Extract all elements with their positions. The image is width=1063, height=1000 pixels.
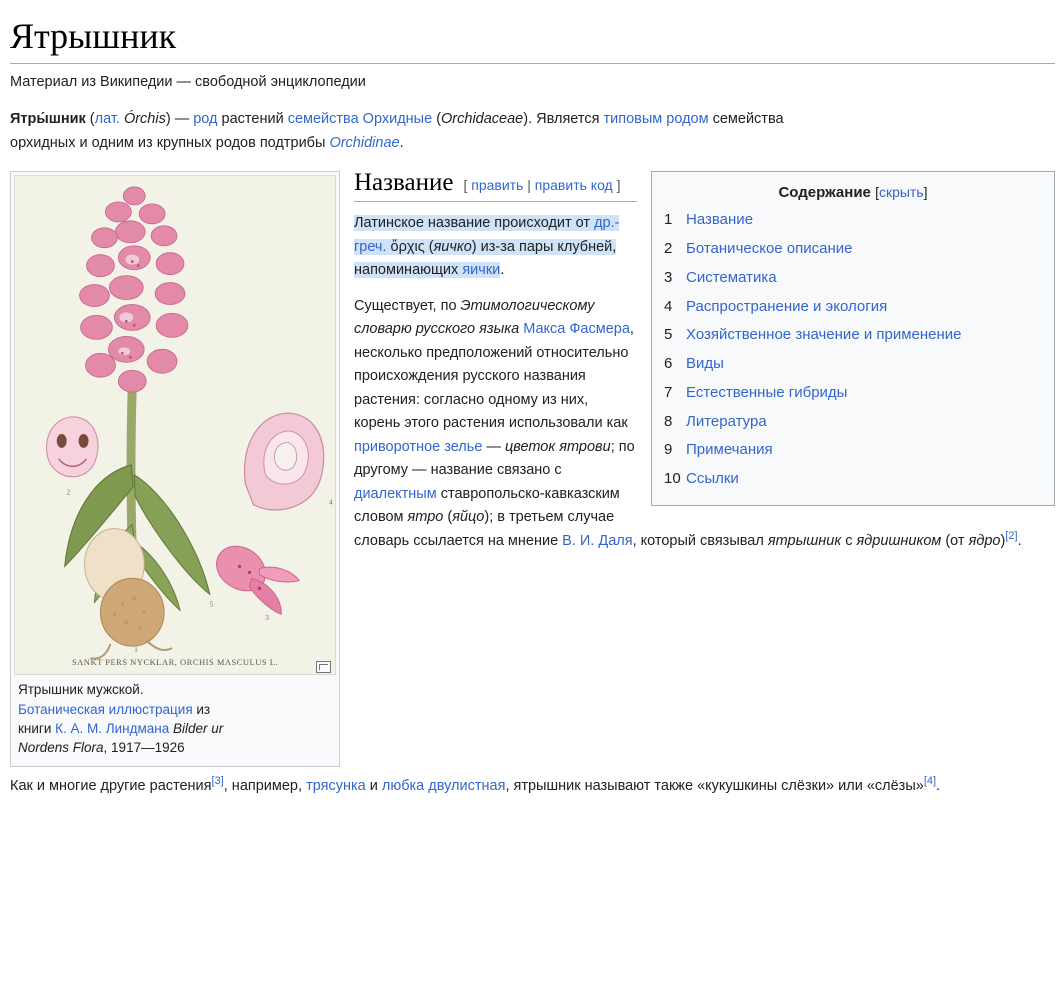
link-testicles[interactable]: яички — [462, 262, 501, 279]
toc-number: 7 — [664, 383, 673, 401]
reference-4[interactable] — [924, 775, 936, 787]
lead-text-d: ( — [432, 111, 442, 128]
lead-paragraph — [10, 108, 1055, 155]
p2-text-g: ); в третьем случае словарь ссылается на мнение — [354, 509, 615, 549]
p1-text-b: ὄρχις ( — [386, 238, 434, 255]
p2-text-j: (от — [941, 532, 969, 549]
toc-title: Содержание — [778, 184, 871, 202]
reference-4-link[interactable]: [4] — [923, 775, 937, 788]
toc-number: 8 — [664, 412, 673, 430]
toc-item[interactable] — [664, 355, 1042, 374]
magnify-icon[interactable] — [316, 661, 331, 672]
p2-text-e: ставропольско-кавказским словом — [354, 485, 620, 526]
svg-text:3: 3 — [265, 614, 269, 623]
page-title: Ятрышник — [10, 16, 1055, 64]
p1-italic-yaichko: яичко — [433, 238, 472, 255]
plate-caption-text: SANKT PERS NYCKLAR, ORCHIS MASCULUS L. — [71, 657, 279, 668]
site-subtitle: Материал из Википедии — свободной энциклопедии — [10, 74, 366, 91]
p2-text-f: ( — [443, 509, 453, 526]
image-caption — [14, 675, 336, 763]
toc-number: 6 — [664, 355, 673, 373]
link-family-orchidaceae[interactable]: семейства Орхидные — [287, 111, 433, 128]
p2-text-h: , который связывал — [632, 532, 768, 549]
lead-text-end: . — [399, 134, 404, 151]
p3-text-a: Как и многие другие растения — [10, 777, 212, 794]
caption-book-pre: книги — [18, 720, 56, 736]
lead-bold-name: Ятры́шник — [10, 111, 86, 128]
p3-text-c: и — [365, 777, 382, 794]
toc-item[interactable] — [664, 326, 1042, 345]
link-vasmer[interactable]: Макса Фасмера — [523, 321, 630, 338]
caption-mid: из — [192, 701, 211, 717]
link-love-potion[interactable]: приворотное зелье — [354, 438, 483, 455]
svg-text:5: 5 — [209, 600, 214, 609]
toc-toggle-link[interactable]: скрыть — [878, 184, 924, 201]
toc-item[interactable] — [664, 413, 1042, 432]
lead-text-b: ) — — [165, 111, 194, 128]
p1-text-c: ) из-за пары клубней, напоминающих — [354, 238, 617, 279]
svg-text:2: 2 — [66, 489, 71, 498]
p2-text-l: . — [1017, 532, 1022, 549]
lead-text-g: орхидных и одним из крупных родов подтрибы — [10, 134, 330, 151]
section-title: Название — [354, 169, 454, 197]
edit-separator: | — [523, 177, 535, 194]
caption-book-title: Bilder ur — [169, 720, 224, 736]
botanical-illustration-image[interactable] — [14, 175, 336, 675]
toc-list — [664, 211, 1042, 489]
p2-italic-yadrishnik: ядришником — [856, 532, 942, 549]
p2-text-c: — — [482, 438, 505, 455]
edit-bracket-close: ] — [612, 177, 621, 194]
family-latin-name: Orchidaceae — [441, 111, 524, 128]
p3-text-d: , ятрышник называют также «кукушкины слёзки» или «слёзы» — [505, 777, 924, 794]
lead-text-e: ). Является — [523, 111, 604, 128]
table-of-contents — [651, 171, 1055, 506]
edit-source-link[interactable]: править код — [534, 177, 613, 194]
toc-item[interactable] — [664, 269, 1042, 288]
caption-years: , 1917—1926 — [103, 739, 185, 755]
link-subtribe-orchidinae[interactable]: Orchidinae — [329, 134, 400, 151]
image-thumbnail[interactable] — [10, 171, 340, 767]
toc-item[interactable] — [664, 470, 1042, 489]
toc-bracket-open: [ — [875, 184, 879, 201]
toc-item[interactable] — [664, 298, 1042, 317]
p2-italic-yadro: ядро — [968, 532, 1001, 549]
toc-number: 3 — [664, 268, 673, 286]
link-dialect[interactable]: диалектным — [354, 485, 437, 502]
p2-text-d: ; по другому — название связано с — [354, 438, 635, 479]
toc-link-estestvennye-gibridy[interactable]: Естественные гибриды — [686, 383, 848, 401]
link-type-genus[interactable]: типовым родом — [603, 111, 709, 128]
link-lyubka[interactable]: любка двулистная — [381, 777, 506, 794]
toc-title-row — [664, 184, 1042, 201]
reference-2-link[interactable]: [2] — [1005, 529, 1018, 542]
toc-number: 5 — [664, 326, 673, 344]
link-lindman[interactable]: К. А. М. Линдмана — [55, 720, 170, 736]
section-heading-nazvanie — [354, 169, 637, 202]
caption-line1: Ятрышник мужской. — [18, 682, 144, 698]
toc-number: 10 — [664, 470, 681, 488]
toc-link-primechaniya[interactable]: Примечания — [686, 441, 773, 459]
toc-bracket-close: ] — [923, 184, 928, 201]
toc-link-hozyaystvennoe-znachenie[interactable]: Хозяйственное значение и применение — [686, 326, 962, 344]
latin-genus-name: Órchis — [119, 111, 166, 128]
p3-text-b: , например, — [223, 777, 307, 794]
edit-link[interactable]: править — [471, 177, 524, 194]
toc-link-ssylki[interactable]: Ссылки — [686, 470, 739, 488]
toc-item[interactable] — [664, 441, 1042, 460]
p2-text-a: Существует, по — [354, 297, 461, 314]
reference-3[interactable] — [212, 775, 224, 787]
toc-number: 4 — [664, 297, 673, 315]
p2-italic-flower: цветок ятрови — [504, 438, 611, 455]
caption-book-title-2: Nordens Flora — [18, 739, 104, 755]
p3-text-e: . — [936, 777, 941, 794]
toc-number: 9 — [664, 441, 673, 459]
svg-text:1: 1 — [134, 646, 138, 655]
link-ancient-greek[interactable]: др.-греч. — [354, 215, 620, 255]
p2-text-i: с — [841, 532, 857, 549]
toc-link-literatura[interactable]: Литература — [686, 412, 767, 430]
toc-link-rasprostranenie[interactable]: Распространение и экология — [686, 297, 888, 315]
p2-italic-yatro: ятро — [407, 509, 444, 526]
link-latin[interactable]: лат. — [94, 111, 120, 128]
toc-number: 1 — [664, 211, 673, 229]
link-tryasunka[interactable]: трясунка — [306, 777, 366, 794]
p2-text-b: , несколько предположений относительно происхождения русского названия растения: согласно одному из них, корень этого растения использовали как — [354, 321, 634, 432]
toc-link-sistematika[interactable]: Систематика — [686, 268, 777, 286]
toc-item[interactable] — [664, 384, 1042, 403]
toc-link-vidy[interactable]: Виды — [686, 355, 724, 373]
orchid-illustration-drawing — [15, 176, 335, 674]
edit-section-links — [463, 177, 620, 193]
lead-text-c: растений — [217, 111, 288, 128]
reference-3-link[interactable]: [3] — [211, 775, 224, 788]
lead-text-a: ( — [85, 111, 95, 128]
edit-bracket-open: [ — [463, 177, 472, 194]
highlighted-selection — [354, 215, 619, 278]
reference-2[interactable] — [1005, 530, 1017, 542]
p2-italic-dictionary: Этимологическому словарю русского языка — [354, 297, 595, 338]
toc-number: 2 — [664, 240, 673, 258]
p2-italic-yatryshnik: ятрышник — [767, 532, 842, 549]
toc-link-botanicheskoe-opisanie[interactable]: Ботаническое описание — [686, 240, 853, 258]
p1-text-a: Латинское название происходит от — [354, 215, 595, 232]
toc-link-nazvanie[interactable]: Название — [686, 211, 754, 229]
link-genus[interactable]: род — [193, 111, 218, 128]
toc-item[interactable] — [664, 211, 1042, 230]
paragraph-folk-names — [10, 775, 1055, 798]
p1-text-d: . — [500, 262, 505, 279]
toc-item[interactable] — [664, 240, 1042, 259]
svg-text:4: 4 — [329, 499, 333, 508]
toc-toggle-wrapper — [875, 184, 927, 200]
lead-text-f: семейства — [708, 111, 784, 128]
lead-line-2 — [10, 135, 404, 151]
link-dal[interactable]: В. И. Даля — [562, 532, 633, 549]
p2-italic-yaytso: яйцо — [452, 509, 485, 526]
p2-text-k: ) — [1000, 532, 1006, 549]
link-botanical-illustration[interactable]: Ботаническая иллюстрация — [18, 701, 193, 717]
